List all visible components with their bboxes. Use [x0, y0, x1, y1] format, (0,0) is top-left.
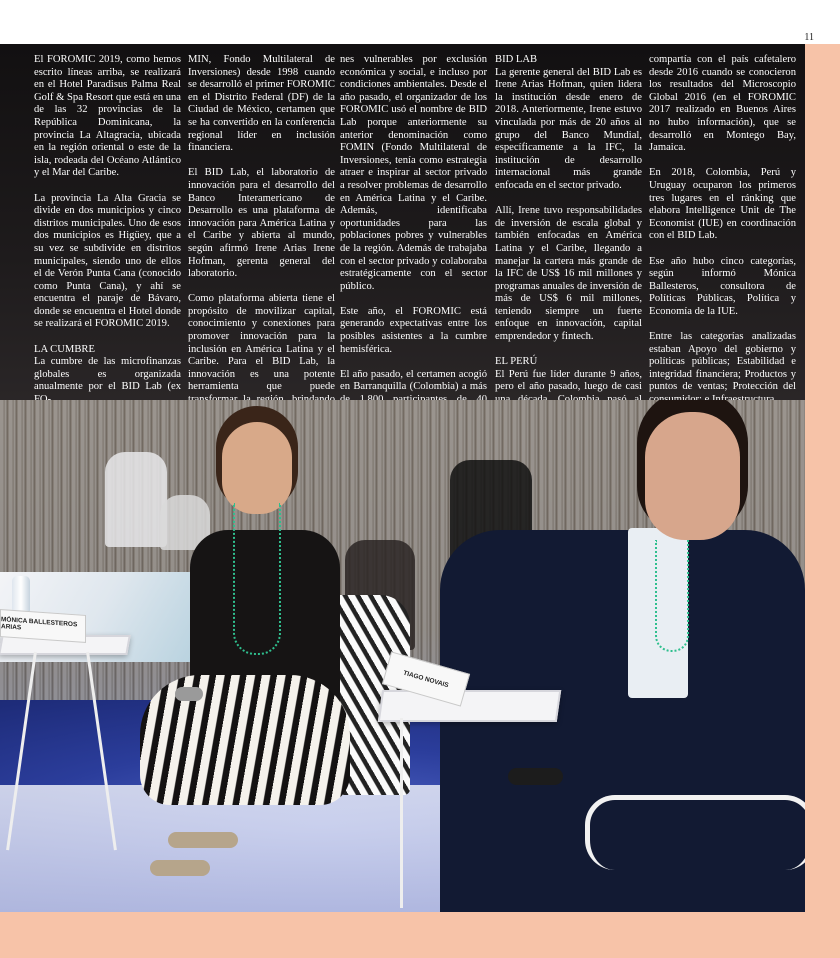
paragraph: El año pasado, el certamen acogió en Barranquilla (Colombia) a más: [340, 368, 487, 393]
paragraph: El FOROMIC 2019, como hemos escrito líneas arriba, se realizará en el Hotel Paradisus Palma Real Golf & Spa Resort que está en una de las 32 provincias de la República Dominicana, la provincia La Altagracia, ubicada en la región oriental o este de la isla, rodeada del Océano Atlántico y el Mar del Caribe.: [34, 54, 181, 179]
microphone: [175, 687, 203, 701]
microphone: [508, 768, 563, 785]
lanyard: [233, 503, 281, 655]
event-photo: [0, 400, 805, 912]
water-bottle: [12, 576, 30, 614]
shoe: [168, 832, 238, 848]
lanyard: [655, 540, 689, 652]
paragraph: Allí, Irene tuvo responsabilidades de inversión de escala global y también enfocadas en América Latina y el Caribe, llegando a manejar la cartera más grande de la IFC de US$ 16 mil millones y programas anuales de inversión de más de US$ 6 mil millones, teniendo siempre un fuerte enfoque en innovación, capital emprendedor y fintech.: [495, 205, 642, 343]
article-column-4: [495, 54, 642, 432]
paragraph: Este año, el FOROMIC está generando expectativas entre los posibles asistentes a la cumbre hemisférica.: [340, 305, 487, 355]
background-attendee: [105, 452, 167, 547]
page-number: 11: [804, 32, 814, 43]
article-column-5: [649, 54, 796, 419]
top-margin: [0, 0, 840, 44]
paragraph: compartía con el país cafetalero desde 2016 cuando se conocieron los resultados del Microscopio Global 2016 (en el FOROMIC 2017 realizado en Buenos Aires no hubo información), que se desarrolló en Montego Bay, Jamaica.: [649, 54, 796, 154]
paragraph: La provincia La Alta Gracia se divide en dos municipios y cinco distritos municipales. Uno de esos dos municipios es Higüey, que a su vez se subdivide en distritos municipales, siendo uno de ellos el de Verón Punta Cana (conocido como Punta Cana), y ahí se encuentra el paraje de Bávaro, donde se encuentra el Hotel donde se realizará el FOROMIC 2019.: [34, 192, 181, 330]
nameplate: TIAGO NOVAIS: [382, 651, 470, 706]
article-column-1: [34, 54, 181, 419]
paragraph: MIN, Fondo Multilateral de Inversiones) desde 1998 cuando se desarrolló el primer FOROMIC en el Distrito Federal (DF) de la Ciudad de México, certamen que se ha convertido en la conferencia regional líder en inclusión financiera.: [188, 54, 335, 154]
paragraph: nes vulnerables por exclusión económica y social, e incluso por condiciones ambientales. Desde el año pasado, el organizador de los FOROMIC usó el nombre de BID Lab porque anteriormente su anterior denominación como FOMIN (Fondo Multilateral de Inversiones, tenía como estrategia atraer e inspirar al sector privado a resolver problemas de desarrollo en América Latina y el Caribe. Además, identificaba oportunidades para las poblaciones pobres y vulnerables de la región. Además de trabajaba con el sector privado y colaboraba estratégicamente con el sector público.: [340, 54, 487, 292]
paragraph: Como plataforma abierta tiene el propósito de movilizar capital, conocimiento y conexiones para promover innovación para la inclusión en América Latina y el Caribe. Para el BID Lab, la innovación es una potente herramienta que puede: [188, 293, 335, 393]
speaker-woman-head: [222, 422, 292, 514]
article-column-3: [340, 54, 487, 432]
speaker-woman-skirt: [140, 675, 350, 805]
side-table: [378, 690, 561, 722]
paragraph: El Perú fue líder durante 9 años, pero el año pasado, luego de casi: [495, 368, 642, 393]
table-leg: [400, 718, 403, 908]
shoe: [150, 860, 210, 876]
section-heading: BID LAB: [495, 54, 538, 65]
paragraph: El BID Lab, el laboratorio de innovación para el desarrollo del Banco Interamericano de Desarrollo es una plataforma de innovación para América Latina y el Caribe y abierta al mundo, según afirmó Irene Arias Irene Hofman, gerenta general del laboratorio.: [188, 167, 335, 280]
nameplate: MÓNICA BALLESTEROS ARIAS: [0, 609, 86, 643]
section-heading: LA CUMBRE: [34, 343, 95, 355]
speaker-man-head: [645, 412, 740, 540]
speaker-chair: [585, 795, 805, 870]
paragraph: Ese año hubo cinco categorías, según informó Mónica Ballesteros, consultora de Políticas Públicas, Política y Economía de la IUE.: [649, 255, 796, 317]
paragraph: La cumbre de las microfinanzas globales es organizada anualmente por el BID Lab (ex: [34, 356, 181, 393]
paragraph: En 2018, Colombia, Perú y Uruguay ocuparon los primeros tres lugares en el ránking que elabora Intelligence Unit de The Economist (IUE) en coordinación con el BID Lab.: [649, 167, 796, 242]
paragraph: Entre las categorías analizadas estaban Apoyo del gobierno y políticas públicas; Estabilidad e integridad financiera; Productos y puntos de ventas; Protección del: [649, 331, 796, 393]
section-heading: EL PERÚ: [495, 356, 538, 368]
paragraph: La gerente general del BID Lab es Irene Arias Hofman, quien lidera la institución desde enero de 2018. Anteriormente, Irene estuvo vinculada por más de 20 años al grupo del Banco Mundial, específicamente a la IFC, la institución de desarrollo internacional más grande enfocada en el sector privado.: [495, 66, 642, 191]
article-column-2: [188, 54, 335, 444]
